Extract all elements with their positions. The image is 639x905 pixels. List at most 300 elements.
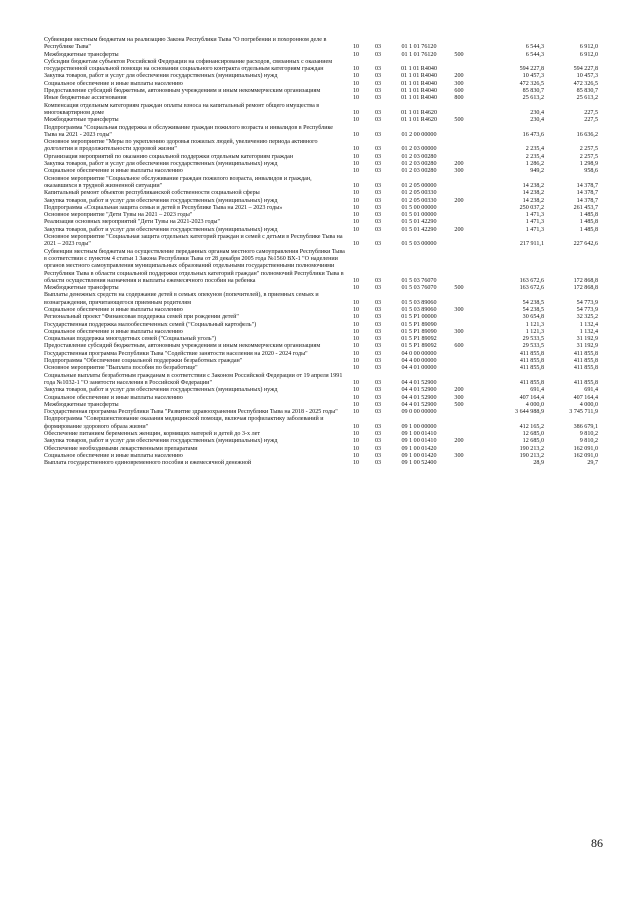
table-row bbox=[44, 373, 598, 388]
row-section: 10 bbox=[352, 117, 360, 124]
row-target-article: 04 4 01 52900 bbox=[401, 387, 437, 394]
row-amount-second: 227 642,6 bbox=[573, 241, 598, 248]
row-expense-type bbox=[448, 219, 470, 226]
row-target-article: 01 2 00 00000 bbox=[401, 131, 437, 138]
row-subsection: 03 bbox=[374, 387, 382, 394]
row-amount-second: 1 132,4 bbox=[579, 321, 598, 328]
row-amount-second: 227,5 bbox=[584, 109, 598, 116]
row-amount-first: 1 121,3 bbox=[525, 328, 544, 335]
row-subsection: 03 bbox=[374, 394, 382, 401]
row-expense-type bbox=[448, 59, 470, 74]
row-name: Закупка товаров, работ и услуг для обеспечения государственных (муниципальных) нужд bbox=[44, 197, 278, 204]
row-amount-first: 411 855,8 bbox=[519, 365, 544, 372]
row-amount-first: 12 685,0 bbox=[522, 438, 544, 445]
row-amount-second: 54 773,9 bbox=[576, 306, 598, 313]
row-name: Закупка товаров, работ и услуг для обеспечения государственных (муниципальных) нужд bbox=[44, 73, 278, 80]
row-target-article: 04 4 01 52900 bbox=[401, 394, 437, 401]
table-row bbox=[44, 322, 598, 329]
table-row bbox=[44, 460, 598, 467]
row-amount-first: 411 855,8 bbox=[519, 358, 544, 365]
row-expense-type bbox=[448, 365, 470, 372]
row-amount-second: 691,4 bbox=[584, 387, 598, 394]
row-expense-type bbox=[448, 322, 470, 329]
row-target-article: 01 2 03 00280 bbox=[401, 153, 437, 160]
row-target-article: 01 5 01 42290 bbox=[401, 226, 437, 233]
row-subsection: 03 bbox=[374, 226, 382, 233]
row-amount-second: 1 485,8 bbox=[579, 212, 598, 219]
table-row bbox=[44, 168, 598, 175]
row-name: Подпрограмма «Социальная защита семьи и детей в Республике Тыва на 2021 – 2023 годы» bbox=[44, 204, 283, 211]
row-section: 10 bbox=[352, 131, 360, 138]
row-amount-second: 29,7 bbox=[587, 460, 598, 467]
row-amount-first: 85 830,7 bbox=[522, 88, 544, 95]
row-section: 10 bbox=[352, 306, 360, 313]
row-subsection: 03 bbox=[374, 350, 382, 357]
row-section: 10 bbox=[352, 452, 360, 459]
row-expense-type bbox=[448, 249, 470, 285]
row-target-article: 01 5 03 76070 bbox=[401, 277, 437, 284]
table-row bbox=[44, 88, 598, 95]
row-target-article: 01 5 03 89060 bbox=[401, 306, 437, 313]
row-amount-first: 4 000,0 bbox=[525, 401, 544, 408]
row-name: Межбюджетные трансферты bbox=[44, 285, 119, 292]
row-name: Социальная поддержка многодетных семей ("Социальный уголь") bbox=[44, 336, 217, 343]
row-subsection: 03 bbox=[374, 409, 382, 416]
row-expense-type: 200 bbox=[454, 226, 464, 233]
row-target-article: 01 2 03 00000 bbox=[401, 146, 437, 153]
row-section: 10 bbox=[352, 321, 360, 328]
row-name: Подпрограмма "Социальная поддержка и обслуживание граждан пожилого возраста и инвалидов в Республике Тыва на 2021 - 2023 годы" bbox=[44, 124, 333, 138]
row-name: Реализация основных мероприятий "Дети Тувы на 2021-2023 годы" bbox=[44, 219, 221, 226]
row-name: Выплата государственного единовременного пособия и ежемесячной денежной bbox=[44, 460, 252, 467]
row-subsection: 03 bbox=[374, 438, 382, 445]
row-amount-second: 9 810,2 bbox=[579, 431, 598, 438]
row-amount-second: 386 679,1 bbox=[573, 423, 598, 430]
row-target-article: 01 5 P1 89090 bbox=[401, 328, 437, 335]
row-expense-type: 300 bbox=[454, 306, 464, 313]
row-section: 10 bbox=[352, 328, 360, 335]
row-section: 10 bbox=[352, 241, 360, 248]
row-expense-type bbox=[448, 358, 470, 365]
row-amount-second: 31 192,9 bbox=[576, 336, 598, 343]
row-expense-type: 200 bbox=[454, 197, 464, 204]
row-expense-type: 200 bbox=[454, 161, 464, 168]
row-amount-second: 1 132,4 bbox=[579, 328, 598, 335]
row-expense-type bbox=[448, 292, 470, 307]
row-name: Основное мероприятие "Социальная защита отдельных категорий граждан и семей с детьми в Республике Тыва на 2021 – 2023 годы" bbox=[44, 234, 343, 248]
row-name: Закупка товаров, работ и услуг для обеспечения государственных (муниципальных) нужд bbox=[44, 161, 278, 168]
row-expense-type bbox=[448, 314, 470, 321]
row-amount-second: 32 325,2 bbox=[576, 314, 598, 321]
table-row bbox=[44, 351, 598, 358]
row-amount-first: 949,2 bbox=[530, 168, 544, 175]
row-subsection: 03 bbox=[374, 299, 382, 306]
row-name: Социальное обеспечение и иные выплаты населению bbox=[44, 168, 183, 175]
row-name: Государственная поддержка малообеспеченных семей ("Социальный картофель") bbox=[44, 321, 257, 328]
row-amount-first: 14 238,2 bbox=[522, 190, 544, 197]
row-section: 10 bbox=[352, 80, 360, 87]
row-amount-second: 2 257,5 bbox=[579, 153, 598, 160]
row-subsection: 03 bbox=[374, 241, 382, 248]
row-amount-first: 29 533,5 bbox=[522, 343, 544, 350]
row-section: 10 bbox=[352, 182, 360, 189]
row-amount-first: 54 238,5 bbox=[522, 299, 544, 306]
row-name: Организация мероприятий по оказанию социальной поддержки отдельным категориям граждан bbox=[44, 153, 294, 160]
row-amount-second: 14 378,7 bbox=[576, 182, 598, 189]
row-target-article: 01 1 01 R4040 bbox=[400, 73, 438, 80]
table-row bbox=[44, 227, 598, 234]
row-amount-second: 594 227,8 bbox=[573, 66, 598, 73]
row-target-article: 01 5 01 00000 bbox=[401, 212, 437, 219]
row-amount-first: 3 644 988,9 bbox=[515, 409, 544, 416]
row-expense-type bbox=[448, 125, 470, 140]
table-row bbox=[44, 292, 598, 307]
row-name: Обеспечение питанием беременных женщин, кормящих матерей и детей до 3-х лет bbox=[44, 431, 261, 438]
row-expense-type: 300 bbox=[454, 80, 464, 87]
row-section: 10 bbox=[352, 109, 360, 116]
row-target-article: 01 5 P1 89092 bbox=[401, 343, 437, 350]
row-section: 10 bbox=[352, 44, 360, 51]
row-name: Предоставление субсидий бюджетным, автономным учреждениям и иным некоммерческим организациям bbox=[44, 88, 321, 95]
row-subsection: 03 bbox=[374, 204, 382, 211]
row-subsection: 03 bbox=[374, 117, 382, 124]
row-subsection: 03 bbox=[374, 95, 382, 102]
row-name: Основное мероприятие "Выплата пособия по безработице" bbox=[44, 365, 198, 372]
row-name: Выплаты денежных средств на содержание детей в семьях опекунов (попечителей), в приемных семьях и вознаграждения, причитающегося приемным родителям bbox=[44, 292, 319, 306]
row-amount-first: 230,4 bbox=[530, 117, 544, 124]
row-expense-type: 500 bbox=[454, 401, 464, 408]
row-expense-type bbox=[448, 351, 470, 358]
row-expense-type: 800 bbox=[454, 95, 464, 102]
row-subsection: 03 bbox=[374, 131, 382, 138]
row-amount-first: 16 473,6 bbox=[522, 131, 544, 138]
row-amount-second: 411 855,8 bbox=[573, 379, 598, 386]
row-subsection: 03 bbox=[374, 460, 382, 467]
row-target-article: 04 4 01 52900 bbox=[401, 401, 437, 408]
row-amount-first: 230,4 bbox=[530, 109, 544, 116]
row-section: 10 bbox=[352, 336, 360, 343]
row-section: 10 bbox=[352, 197, 360, 204]
row-amount-second: 16 636,2 bbox=[576, 131, 598, 138]
row-subsection: 03 bbox=[374, 277, 382, 284]
row-amount-first: 407 164,4 bbox=[519, 394, 544, 401]
row-subsection: 03 bbox=[374, 358, 382, 365]
row-amount-second: 2 257,5 bbox=[579, 146, 598, 153]
row-subsection: 03 bbox=[374, 285, 382, 292]
row-amount-first: 411 855,8 bbox=[519, 379, 544, 386]
row-subsection: 03 bbox=[374, 321, 382, 328]
row-name: Иные бюджетные ассигнования bbox=[44, 95, 127, 102]
row-section: 10 bbox=[352, 212, 360, 219]
row-amount-first: 217 911,1 bbox=[519, 241, 544, 248]
row-name: Государственная программа Республики Тыва "Развитие здравоохранения Республики Тыва на 2018 - 2025 годы" bbox=[44, 409, 338, 416]
row-subsection: 03 bbox=[374, 431, 382, 438]
row-target-article: 09 1 00 01420 bbox=[401, 452, 437, 459]
row-subsection: 03 bbox=[374, 109, 382, 116]
row-name: Социальное обеспечение и иные выплаты населению bbox=[44, 452, 183, 459]
row-target-article: 04 4 01 00000 bbox=[401, 365, 437, 372]
row-section: 10 bbox=[352, 379, 360, 386]
row-target-article: 09 1 00 01410 bbox=[401, 438, 437, 445]
row-name: Основное мероприятие "Социальное обслуживание граждан пожилого возраста, инвалидов и граждан, оказавшихся в трудной жизненной ситуации" bbox=[44, 175, 312, 189]
row-expense-type bbox=[448, 190, 470, 197]
row-section: 10 bbox=[352, 73, 360, 80]
row-target-article: 01 2 05 00330 bbox=[401, 190, 437, 197]
row-amount-first: 1 471,3 bbox=[525, 226, 544, 233]
row-target-article: 01 1 01 R4040 bbox=[400, 80, 438, 87]
table-row bbox=[44, 154, 598, 161]
row-section: 10 bbox=[352, 285, 360, 292]
row-amount-first: 472 326,5 bbox=[519, 80, 544, 87]
table-row bbox=[44, 234, 598, 249]
row-target-article: 01 1 01 R4620 bbox=[400, 117, 438, 124]
row-amount-second: 25 613,2 bbox=[576, 95, 598, 102]
row-amount-second: 411 855,8 bbox=[573, 365, 598, 372]
row-subsection: 03 bbox=[374, 219, 382, 226]
row-amount-first: 6 544,3 bbox=[525, 44, 544, 51]
row-amount-second: 407 164,4 bbox=[573, 394, 598, 401]
row-target-article: 01 1 01 R4040 bbox=[400, 66, 438, 73]
row-amount-first: 2 235,4 bbox=[525, 153, 544, 160]
row-target-article: 09 0 00 00000 bbox=[401, 409, 437, 416]
table-row bbox=[44, 190, 598, 197]
row-amount-second: 472 326,5 bbox=[573, 80, 598, 87]
row-name: Региональный проект "Финансовая поддержка семей при рождении детей" bbox=[44, 314, 239, 321]
row-section: 10 bbox=[352, 161, 360, 168]
row-target-article: 09 1 00 01420 bbox=[401, 445, 437, 452]
row-target-article: 01 5 01 42290 bbox=[401, 219, 437, 226]
row-name: Подпрограмма "Обеспечение социальной поддержки безработных граждан" bbox=[44, 358, 243, 365]
row-expense-type bbox=[448, 446, 470, 453]
row-subsection: 03 bbox=[374, 423, 382, 430]
table-row bbox=[44, 139, 598, 154]
row-amount-second: 162 091,0 bbox=[573, 445, 598, 452]
row-amount-second: 411 855,8 bbox=[573, 358, 598, 365]
budget-table-body bbox=[44, 37, 598, 468]
row-section: 10 bbox=[352, 226, 360, 233]
row-section: 10 bbox=[352, 409, 360, 416]
row-amount-first: 30 654,8 bbox=[522, 314, 544, 321]
row-target-article: 04 4 01 52900 bbox=[401, 379, 437, 386]
table-row bbox=[44, 416, 598, 431]
row-amount-first: 10 457,3 bbox=[522, 73, 544, 80]
row-amount-second: 172 868,8 bbox=[573, 277, 598, 284]
table-row bbox=[44, 103, 598, 118]
row-name: Субвенции местным бюджетам на реализацию Закона Республики Тыва "О погребении и похоронном деле в Республике Тыва" bbox=[44, 37, 327, 51]
row-amount-first: 163 672,6 bbox=[519, 277, 544, 284]
row-expense-type bbox=[448, 37, 470, 52]
row-subsection: 03 bbox=[374, 161, 382, 168]
row-section: 10 bbox=[352, 299, 360, 306]
row-target-article: 04 4 00 00000 bbox=[401, 358, 437, 365]
row-name: Закупка товаров, работ и услуг для обеспечения государственных (муниципальных) нужд bbox=[44, 226, 278, 233]
row-section: 10 bbox=[352, 438, 360, 445]
row-expense-type: 300 bbox=[454, 452, 464, 459]
row-expense-type bbox=[448, 336, 470, 343]
row-subsection: 03 bbox=[374, 190, 382, 197]
row-section: 10 bbox=[352, 168, 360, 175]
row-expense-type bbox=[448, 416, 470, 431]
row-section: 10 bbox=[352, 394, 360, 401]
row-target-article: 01 5 P1 89090 bbox=[401, 321, 437, 328]
row-subsection: 03 bbox=[374, 401, 382, 408]
row-expense-type bbox=[448, 409, 470, 416]
row-subsection: 03 bbox=[374, 44, 382, 51]
row-amount-first: 29 533,5 bbox=[522, 336, 544, 343]
row-expense-type: 200 bbox=[454, 73, 464, 80]
row-section: 10 bbox=[352, 431, 360, 438]
row-name: Компенсация отдельным категориям граждан оплаты взноса на капитальный ремонт общего имущества в многоквартирном доме bbox=[44, 102, 320, 116]
row-expense-type bbox=[448, 431, 470, 438]
row-amount-second: 14 378,7 bbox=[576, 190, 598, 197]
row-section: 10 bbox=[352, 314, 360, 321]
row-name: Социальное обеспечение и иные выплаты населению bbox=[44, 306, 183, 313]
row-section: 10 bbox=[352, 350, 360, 357]
row-target-article: 01 2 05 00330 bbox=[401, 197, 437, 204]
row-target-article: 09 1 00 01410 bbox=[401, 431, 437, 438]
row-section: 10 bbox=[352, 277, 360, 284]
row-expense-type bbox=[448, 205, 470, 212]
row-expense-type: 300 bbox=[454, 394, 464, 401]
row-subsection: 03 bbox=[374, 80, 382, 87]
row-amount-second: 54 773,9 bbox=[576, 299, 598, 306]
table-row bbox=[44, 438, 598, 445]
row-amount-first: 190 213,2 bbox=[519, 452, 544, 459]
row-subsection: 03 bbox=[374, 212, 382, 219]
row-name: Основное мероприятие "Дети Тувы на 2021 – 2023 годы" bbox=[44, 212, 193, 219]
table-row bbox=[44, 117, 598, 124]
row-section: 10 bbox=[352, 153, 360, 160]
row-name: Межбюджетные трансферты bbox=[44, 51, 119, 58]
table-row bbox=[44, 198, 598, 205]
row-name: Межбюджетные трансферты bbox=[44, 401, 119, 408]
row-section: 10 bbox=[352, 51, 360, 58]
row-expense-type bbox=[448, 212, 470, 219]
table-row bbox=[44, 73, 598, 80]
row-amount-first: 2 235,4 bbox=[525, 146, 544, 153]
table-row bbox=[44, 176, 598, 191]
row-amount-first: 12 685,0 bbox=[522, 431, 544, 438]
row-section: 10 bbox=[352, 358, 360, 365]
table-row bbox=[44, 219, 598, 226]
row-amount-second: 14 378,7 bbox=[576, 197, 598, 204]
row-subsection: 03 bbox=[374, 328, 382, 335]
table-row bbox=[44, 52, 598, 59]
row-section: 10 bbox=[352, 365, 360, 372]
row-subsection: 03 bbox=[374, 365, 382, 372]
row-amount-first: 1 471,3 bbox=[525, 212, 544, 219]
row-expense-type: 500 bbox=[454, 285, 464, 292]
row-name: Социальное обеспечение и иные выплаты населению bbox=[44, 80, 183, 87]
row-expense-type: 300 bbox=[454, 168, 464, 175]
table-row bbox=[44, 395, 598, 402]
row-subsection: 03 bbox=[374, 168, 382, 175]
page-number: 86 bbox=[591, 836, 603, 850]
row-section: 10 bbox=[352, 66, 360, 73]
row-target-article: 01 1 01 R4620 bbox=[400, 109, 438, 116]
row-target-article: 01 1 01 R4040 bbox=[400, 95, 438, 102]
row-name: Социальное обеспечение и иные выплаты населению bbox=[44, 328, 183, 335]
row-amount-second: 1 485,8 bbox=[579, 219, 598, 226]
row-subsection: 03 bbox=[374, 146, 382, 153]
row-amount-second: 958,6 bbox=[584, 168, 598, 175]
row-expense-type: 200 bbox=[454, 438, 464, 445]
row-section: 10 bbox=[352, 423, 360, 430]
row-target-article: 01 5 03 00000 bbox=[401, 241, 437, 248]
row-name: Предоставление субсидий бюджетным, автономным учреждениям и иным некоммерческим организациям bbox=[44, 343, 321, 350]
row-section: 10 bbox=[352, 445, 360, 452]
row-amount-first: 411 855,8 bbox=[519, 350, 544, 357]
row-target-article: 01 1 01 76120 bbox=[401, 44, 437, 51]
row-section: 10 bbox=[352, 460, 360, 467]
row-expense-type bbox=[448, 176, 470, 191]
row-target-article: 01 1 01 76120 bbox=[401, 51, 437, 58]
row-subsection: 03 bbox=[374, 336, 382, 343]
row-target-article: 01 5 P1 00000 bbox=[401, 314, 437, 321]
row-target-article: 01 5 P1 89092 bbox=[401, 336, 437, 343]
row-name: Закупка товаров, работ и услуг для обеспечения государственных (муниципальных) нужд bbox=[44, 387, 278, 394]
row-section: 10 bbox=[352, 343, 360, 350]
row-amount-first: 28,9 bbox=[533, 460, 544, 467]
row-subsection: 03 bbox=[374, 343, 382, 350]
row-target-article: 01 2 03 00280 bbox=[401, 161, 437, 168]
row-expense-type bbox=[448, 103, 470, 118]
row-amount-second: 6 912,0 bbox=[579, 51, 598, 58]
row-amount-first: 14 238,2 bbox=[522, 197, 544, 204]
row-name: Субвенции местным бюджетам на осуществление переданных органам местного самоуправления Республики Тыва в соответствии с пунктом 4 статьи 1 Закона Республики Тыва от 28 декабря 2005 года №1560 ВХ-1 "О наделении органов местного самоуправления муниципальных образований отдельными государственными полномочиями Республики Тыва в области социальной поддержки отдельных категорий граждан" полномочий Республики Тыва в области осуществления назначения и выплаты ежемесячного пособия на ребенка bbox=[44, 248, 345, 284]
row-target-article: 01 5 00 00000 bbox=[401, 204, 437, 211]
row-section: 10 bbox=[352, 146, 360, 153]
row-amount-second: 172 868,8 bbox=[573, 285, 598, 292]
row-amount-second: 9 810,2 bbox=[579, 438, 598, 445]
row-subsection: 03 bbox=[374, 182, 382, 189]
table-row bbox=[44, 387, 598, 394]
table-row bbox=[44, 314, 598, 321]
row-subsection: 03 bbox=[374, 88, 382, 95]
row-target-article: 01 5 03 89060 bbox=[401, 299, 437, 306]
row-expense-type: 600 bbox=[454, 343, 464, 350]
table-row bbox=[44, 446, 598, 453]
row-amount-first: 6 544,3 bbox=[525, 51, 544, 58]
row-subsection: 03 bbox=[374, 73, 382, 80]
row-subsection: 03 bbox=[374, 314, 382, 321]
row-expense-type bbox=[448, 234, 470, 249]
table-row bbox=[44, 249, 598, 285]
row-target-article: 01 1 01 R4040 bbox=[400, 88, 438, 95]
row-expense-type bbox=[448, 373, 470, 388]
row-section: 10 bbox=[352, 387, 360, 394]
row-section: 10 bbox=[352, 95, 360, 102]
row-target-article: 01 2 05 00000 bbox=[401, 182, 437, 189]
row-target-article: 09 1 00 52400 bbox=[401, 460, 437, 467]
row-subsection: 03 bbox=[374, 153, 382, 160]
table-row bbox=[44, 95, 598, 102]
row-expense-type bbox=[448, 154, 470, 161]
row-expense-type: 600 bbox=[454, 88, 464, 95]
row-amount-first: 1 286,2 bbox=[525, 161, 544, 168]
row-target-article: 01 5 03 76070 bbox=[401, 285, 437, 292]
row-amount-second: 1 298,9 bbox=[579, 161, 598, 168]
row-amount-first: 250 037,2 bbox=[519, 204, 544, 211]
row-name: Основное мероприятие "Меры по укреплению здоровья пожилых людей, увеличению периода активного долголетия и продолжительности здоровой жизни" bbox=[44, 139, 318, 153]
row-subsection: 03 bbox=[374, 66, 382, 73]
row-amount-second: 31 192,9 bbox=[576, 343, 598, 350]
row-amount-first: 1 471,3 bbox=[525, 219, 544, 226]
table-row bbox=[44, 343, 598, 350]
row-section: 10 bbox=[352, 88, 360, 95]
row-name: Государственная программа Республики Тыва "Содействие занятости населения на 2020 - 2024 годы" bbox=[44, 350, 308, 357]
row-amount-first: 14 238,2 bbox=[522, 182, 544, 189]
